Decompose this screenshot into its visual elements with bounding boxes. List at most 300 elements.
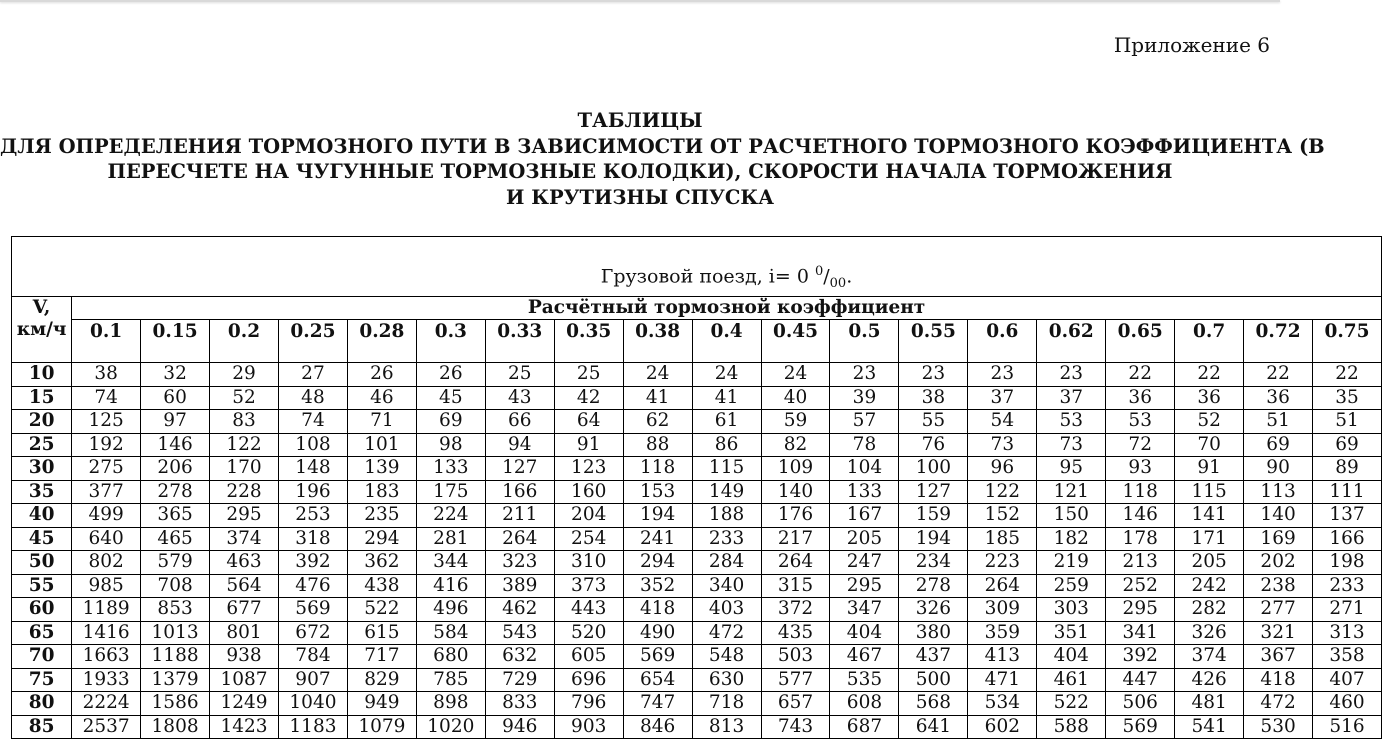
distance-cell: 122 [210, 433, 279, 457]
distance-cell: 153 [623, 480, 692, 504]
distance-cell: 672 [278, 621, 347, 645]
distance-cell: 95 [1037, 457, 1106, 481]
distance-cell: 183 [347, 480, 416, 504]
distance-cell: 295 [830, 574, 899, 598]
distance-cell: 100 [899, 457, 968, 481]
coefficient-header-cell: 0.55 [899, 320, 968, 363]
distance-cell: 259 [1037, 574, 1106, 598]
distance-cell: 115 [692, 457, 761, 481]
distance-cell: 903 [554, 715, 623, 739]
distance-cell: 463 [210, 551, 279, 575]
speed-cell: 50 [12, 551, 72, 575]
distance-cell: 88 [623, 433, 692, 457]
distance-cell: 416 [416, 574, 485, 598]
coefficient-header-cell: 0.33 [485, 320, 554, 363]
distance-cell: 176 [761, 504, 830, 528]
distance-cell: 564 [210, 574, 279, 598]
distance-cell: 73 [1037, 433, 1106, 457]
distance-cell: 146 [141, 433, 210, 457]
distance-cell: 26 [416, 363, 485, 387]
distance-cell: 392 [1106, 645, 1175, 669]
distance-cell: 541 [1175, 715, 1244, 739]
distance-cell: 24 [761, 363, 830, 387]
distance-cell: 62 [623, 410, 692, 434]
distance-cell: 303 [1037, 598, 1106, 622]
distance-cell: 1079 [347, 715, 416, 739]
coefficient-header-cell: 0.7 [1175, 320, 1244, 363]
distance-cell: 534 [968, 692, 1037, 716]
distance-cell: 167 [830, 504, 899, 528]
distance-cell: 60 [141, 386, 210, 410]
distance-cell: 24 [623, 363, 692, 387]
distance-cell: 499 [72, 504, 141, 528]
caption-sup: 0 [814, 263, 824, 279]
distance-cell: 22 [1175, 363, 1244, 387]
distance-cell: 70 [1175, 433, 1244, 457]
distance-cell: 785 [416, 668, 485, 692]
distance-cell: 38 [72, 363, 141, 387]
coefficient-header-cell: 0.38 [623, 320, 692, 363]
distance-cell: 69 [1244, 433, 1313, 457]
distance-cell: 104 [830, 457, 899, 481]
distance-cell: 569 [278, 598, 347, 622]
distance-cell: 747 [623, 692, 692, 716]
distance-cell: 166 [1313, 527, 1382, 551]
distance-cell: 175 [416, 480, 485, 504]
distance-cell: 438 [347, 574, 416, 598]
distance-cell: 829 [347, 668, 416, 692]
distance-cell: 907 [278, 668, 347, 692]
table-row [12, 692, 1382, 716]
distance-cell: 641 [899, 715, 968, 739]
distance-cell: 127 [899, 480, 968, 504]
distance-cell: 72 [1106, 433, 1175, 457]
distance-cell: 352 [623, 574, 692, 598]
distance-cell: 418 [623, 598, 692, 622]
distance-cell: 113 [1244, 480, 1313, 504]
table-row [12, 363, 1382, 387]
distance-cell: 341 [1106, 621, 1175, 645]
caption-row [12, 237, 1382, 297]
distance-cell: 496 [416, 598, 485, 622]
distance-cell: 150 [1037, 504, 1106, 528]
distance-cell: 51 [1313, 410, 1382, 434]
distance-cell: 198 [1313, 551, 1382, 575]
coefficient-header-cell: 0.4 [692, 320, 761, 363]
distance-cell: 340 [692, 574, 761, 598]
distance-cell: 2224 [72, 692, 141, 716]
distance-cell: 708 [141, 574, 210, 598]
distance-cell: 294 [347, 527, 416, 551]
distance-cell: 171 [1175, 527, 1244, 551]
coefficient-header-cell: 0.65 [1106, 320, 1175, 363]
distance-cell: 101 [347, 433, 416, 457]
distance-cell: 392 [278, 551, 347, 575]
distance-cell: 234 [899, 551, 968, 575]
distance-cell: 224 [416, 504, 485, 528]
distance-cell: 404 [830, 621, 899, 645]
distance-cell: 83 [210, 410, 279, 434]
coefficient-header-cell: 0.28 [347, 320, 416, 363]
distance-cell: 23 [1037, 363, 1106, 387]
distance-cell: 241 [623, 527, 692, 551]
distance-cell: 294 [623, 551, 692, 575]
distance-cell: 1183 [278, 715, 347, 739]
speed-cell: 65 [12, 621, 72, 645]
distance-cell: 1586 [141, 692, 210, 716]
distance-cell: 71 [347, 410, 416, 434]
distance-cell: 374 [210, 527, 279, 551]
speed-cell: 55 [12, 574, 72, 598]
coefficient-header-cell: 0.3 [416, 320, 485, 363]
distance-cell: 281 [416, 527, 485, 551]
distance-cell: 166 [485, 480, 554, 504]
title-line-4: И КРУТИЗНЫ СПУСКА [506, 185, 774, 209]
distance-cell: 22 [1244, 363, 1313, 387]
distance-cell: 149 [692, 480, 761, 504]
distance-cell: 657 [761, 692, 830, 716]
distance-cell: 615 [347, 621, 416, 645]
table-row [12, 598, 1382, 622]
distance-cell: 64 [554, 410, 623, 434]
distance-cell: 326 [899, 598, 968, 622]
distance-cell: 139 [347, 457, 416, 481]
distance-cell: 372 [761, 598, 830, 622]
distance-cell: 522 [1037, 692, 1106, 716]
distance-cell: 252 [1106, 574, 1175, 598]
distance-cell: 43 [485, 386, 554, 410]
distance-cell: 418 [1244, 668, 1313, 692]
distance-cell: 74 [72, 386, 141, 410]
distance-cell: 25 [554, 363, 623, 387]
coefficient-header-cell: 0.35 [554, 320, 623, 363]
distance-cell: 111 [1313, 480, 1382, 504]
coefficient-header-cell: 0.2 [210, 320, 279, 363]
distance-cell: 1379 [141, 668, 210, 692]
distance-cell: 938 [210, 645, 279, 669]
coefficient-header-cell: 0.62 [1037, 320, 1106, 363]
distance-cell: 59 [761, 410, 830, 434]
distance-cell: 461 [1037, 668, 1106, 692]
distance-cell: 213 [1106, 551, 1175, 575]
distance-cell: 55 [899, 410, 968, 434]
distance-cell: 24 [692, 363, 761, 387]
distance-cell: 74 [278, 410, 347, 434]
distance-cell: 228 [210, 480, 279, 504]
distance-cell: 137 [1313, 504, 1382, 528]
table-row [12, 410, 1382, 434]
coefficient-header-cell: 0.75 [1313, 320, 1382, 363]
distance-cell: 37 [968, 386, 1037, 410]
distance-cell: 69 [1313, 433, 1382, 457]
distance-cell: 472 [692, 621, 761, 645]
distance-cell: 359 [968, 621, 1037, 645]
distance-cell: 1416 [72, 621, 141, 645]
distance-cell: 205 [830, 527, 899, 551]
distance-cell: 25 [485, 363, 554, 387]
distance-cell: 347 [830, 598, 899, 622]
distance-cell: 57 [830, 410, 899, 434]
distance-cell: 36 [1244, 386, 1313, 410]
distance-cell: 2537 [72, 715, 141, 739]
distance-cell: 833 [485, 692, 554, 716]
distance-cell: 476 [278, 574, 347, 598]
distance-cell: 309 [968, 598, 1037, 622]
distance-cell: 985 [72, 574, 141, 598]
distance-cell: 36 [1106, 386, 1175, 410]
distance-cell: 543 [485, 621, 554, 645]
distance-cell: 602 [968, 715, 1037, 739]
distance-cell: 159 [899, 504, 968, 528]
distance-cell: 796 [554, 692, 623, 716]
distance-cell: 98 [416, 433, 485, 457]
coefficient-header-cell: 0.5 [830, 320, 899, 363]
table-row [12, 433, 1382, 457]
distance-cell: 1423 [210, 715, 279, 739]
distance-cell: 295 [1106, 598, 1175, 622]
distance-cell: 472 [1244, 692, 1313, 716]
speed-cell: 85 [12, 715, 72, 739]
distance-cell: 148 [278, 457, 347, 481]
distance-cell: 577 [761, 668, 830, 692]
distance-cell: 568 [899, 692, 968, 716]
distance-cell: 52 [210, 386, 279, 410]
distance-cell: 93 [1106, 457, 1175, 481]
distance-cell: 275 [72, 457, 141, 481]
coefficient-header-cell: 0.45 [761, 320, 830, 363]
distance-cell: 211 [485, 504, 554, 528]
distance-cell: 206 [141, 457, 210, 481]
distance-cell: 32 [141, 363, 210, 387]
distance-cell: 127 [485, 457, 554, 481]
table-row [12, 504, 1382, 528]
distance-cell: 318 [278, 527, 347, 551]
distance-cell: 358 [1313, 645, 1382, 669]
distance-cell: 22 [1313, 363, 1382, 387]
distance-cell: 278 [141, 480, 210, 504]
distance-cell: 846 [623, 715, 692, 739]
speed-cell: 25 [12, 433, 72, 457]
distance-cell: 344 [416, 551, 485, 575]
table-row [12, 386, 1382, 410]
distance-cell: 321 [1244, 621, 1313, 645]
distance-cell: 22 [1106, 363, 1175, 387]
distance-cell: 520 [554, 621, 623, 645]
distance-cell: 76 [899, 433, 968, 457]
distance-cell: 41 [692, 386, 761, 410]
distance-cell: 632 [485, 645, 554, 669]
distance-cell: 178 [1106, 527, 1175, 551]
distance-cell: 373 [554, 574, 623, 598]
distance-cell: 23 [968, 363, 1037, 387]
distance-cell: 946 [485, 715, 554, 739]
title-line-2: ДЛЯ ОПРЕДЕЛЕНИЯ ТОРМОЗНОГО ПУТИ В ЗАВИСИМОСТИ ОТ РАСЧЕТНОГО ТОРМОЗНОГО КОЭФФИЦИЕНТА (В [0, 134, 1325, 158]
distance-cell: 467 [830, 645, 899, 669]
table-row [12, 527, 1382, 551]
distance-cell: 351 [1037, 621, 1106, 645]
title-line-1: ТАБЛИЦЫ [577, 109, 703, 132]
coefficient-header: Расчётный тормозной коэффициент [72, 297, 1382, 320]
distance-cell: 460 [1313, 692, 1382, 716]
distance-cell: 1040 [278, 692, 347, 716]
distance-cell: 588 [1037, 715, 1106, 739]
distance-cell: 169 [1244, 527, 1313, 551]
distance-cell: 108 [278, 433, 347, 457]
distance-cell: 680 [416, 645, 485, 669]
distance-cell: 481 [1175, 692, 1244, 716]
distance-cell: 264 [968, 574, 1037, 598]
distance-cell: 277 [1244, 598, 1313, 622]
distance-cell: 426 [1175, 668, 1244, 692]
distance-cell: 86 [692, 433, 761, 457]
distance-cell: 46 [347, 386, 416, 410]
distance-cell: 238 [1244, 574, 1313, 598]
distance-cell: 26 [347, 363, 416, 387]
distance-cell: 42 [554, 386, 623, 410]
distance-cell: 52 [1175, 410, 1244, 434]
distance-cell: 202 [1244, 551, 1313, 575]
distance-cell: 640 [72, 527, 141, 551]
distance-cell: 802 [72, 551, 141, 575]
distance-cell: 125 [72, 410, 141, 434]
distance-cell: 284 [692, 551, 761, 575]
distance-cell: 38 [899, 386, 968, 410]
distance-cell: 140 [761, 480, 830, 504]
distance-cell: 443 [554, 598, 623, 622]
distance-cell: 462 [485, 598, 554, 622]
distance-cell: 326 [1175, 621, 1244, 645]
distance-cell: 1933 [72, 668, 141, 692]
table-body [12, 363, 1382, 739]
distance-cell: 1189 [72, 598, 141, 622]
distance-cell: 66 [485, 410, 554, 434]
distance-cell: 569 [623, 645, 692, 669]
distance-cell: 254 [554, 527, 623, 551]
distance-cell: 91 [554, 433, 623, 457]
distance-cell: 389 [485, 574, 554, 598]
distance-cell: 696 [554, 668, 623, 692]
distance-cell: 196 [278, 480, 347, 504]
distance-cell: 118 [623, 457, 692, 481]
distance-cell: 182 [1037, 527, 1106, 551]
distance-cell: 548 [692, 645, 761, 669]
speed-cell: 40 [12, 504, 72, 528]
distance-cell: 146 [1106, 504, 1175, 528]
distance-cell: 717 [347, 645, 416, 669]
distance-cell: 194 [899, 527, 968, 551]
table-row [12, 668, 1382, 692]
distance-cell: 188 [692, 504, 761, 528]
coefficient-header-cell: 0.25 [278, 320, 347, 363]
distance-cell: 579 [141, 551, 210, 575]
appendix-label: Приложение 6 [1113, 33, 1270, 57]
distance-cell: 122 [968, 480, 1037, 504]
distance-cell: 500 [899, 668, 968, 692]
distance-cell: 377 [72, 480, 141, 504]
distance-cell: 1087 [210, 668, 279, 692]
distance-cell: 530 [1244, 715, 1313, 739]
distance-cell: 813 [692, 715, 761, 739]
speed-cell: 80 [12, 692, 72, 716]
distance-cell: 48 [278, 386, 347, 410]
distance-cell: 447 [1106, 668, 1175, 692]
distance-cell: 204 [554, 504, 623, 528]
distance-cell: 1249 [210, 692, 279, 716]
distance-cell: 140 [1244, 504, 1313, 528]
braking-distance-table-container [11, 236, 1370, 737]
document-title [0, 108, 1325, 210]
speed-cell: 45 [12, 527, 72, 551]
distance-cell: 91 [1175, 457, 1244, 481]
distance-cell: 403 [692, 598, 761, 622]
distance-cell: 718 [692, 692, 761, 716]
distance-cell: 133 [416, 457, 485, 481]
distance-cell: 503 [761, 645, 830, 669]
distance-cell: 949 [347, 692, 416, 716]
speed-cell: 30 [12, 457, 72, 481]
speed-cell: 15 [12, 386, 72, 410]
distance-cell: 36 [1175, 386, 1244, 410]
distance-cell: 205 [1175, 551, 1244, 575]
distance-cell: 535 [830, 668, 899, 692]
distance-cell: 1020 [416, 715, 485, 739]
table-row [12, 551, 1382, 575]
distance-cell: 853 [141, 598, 210, 622]
distance-cell: 90 [1244, 457, 1313, 481]
distance-cell: 40 [761, 386, 830, 410]
distance-cell: 69 [416, 410, 485, 434]
table-row [12, 574, 1382, 598]
distance-cell: 217 [761, 527, 830, 551]
distance-cell: 264 [761, 551, 830, 575]
caption-suffix: . [846, 265, 853, 288]
distance-cell: 89 [1313, 457, 1382, 481]
top-border [0, 0, 1280, 2]
distance-cell: 233 [1313, 574, 1382, 598]
distance-cell: 282 [1175, 598, 1244, 622]
distance-cell: 1663 [72, 645, 141, 669]
coef-title-row [12, 297, 1382, 320]
distance-cell: 264 [485, 527, 554, 551]
table-row [12, 457, 1382, 481]
speed-header: V, км/ч [12, 297, 72, 363]
distance-cell: 51 [1244, 410, 1313, 434]
distance-cell: 315 [761, 574, 830, 598]
distance-cell: 407 [1313, 668, 1382, 692]
distance-cell: 23 [899, 363, 968, 387]
distance-cell: 235 [347, 504, 416, 528]
distance-cell: 1188 [141, 645, 210, 669]
distance-cell: 82 [761, 433, 830, 457]
distance-cell: 96 [968, 457, 1037, 481]
distance-cell: 194 [623, 504, 692, 528]
distance-cell: 605 [554, 645, 623, 669]
braking-distance-table [11, 236, 1382, 739]
distance-cell: 133 [830, 480, 899, 504]
distance-cell: 39 [830, 386, 899, 410]
distance-cell: 437 [899, 645, 968, 669]
distance-cell: 471 [968, 668, 1037, 692]
distance-cell: 53 [1106, 410, 1175, 434]
distance-cell: 380 [899, 621, 968, 645]
distance-cell: 192 [72, 433, 141, 457]
coefficient-header-cell: 0.1 [72, 320, 141, 363]
distance-cell: 94 [485, 433, 554, 457]
distance-cell: 743 [761, 715, 830, 739]
caption-prefix: Грузовой поезд, i= 0 [600, 265, 815, 288]
speed-cell: 10 [12, 363, 72, 387]
distance-cell: 54 [968, 410, 1037, 434]
